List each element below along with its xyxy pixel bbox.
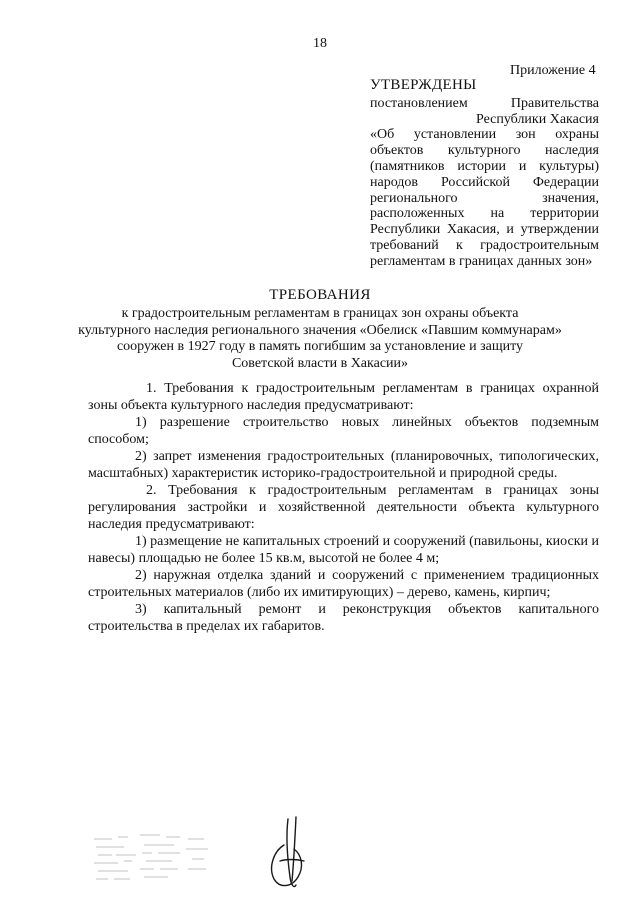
approval-line: Республики Хакасия, и утверждении <box>370 222 599 238</box>
document-title: ТРЕБОВАНИЯ <box>269 287 371 303</box>
subtitle-line: сооружен в 1927 году в память погибшим за установление и защиту <box>116 339 524 354</box>
approval-line: регламентам в границах данных зон» <box>370 253 593 269</box>
page-number: 18 <box>313 36 327 51</box>
approval-line: «Об установлении зон охраны <box>370 127 599 143</box>
approval-heading: УТВЕРЖДЕНЫ <box>370 77 477 93</box>
faded-stamp <box>88 825 228 895</box>
handwritten-signature <box>256 815 336 895</box>
appendix-label: Приложение 4 <box>510 63 596 78</box>
requirements-body <box>88 380 599 635</box>
approval-line: требований к градостроительным <box>370 237 599 253</box>
approval-line: регионального значения, <box>370 190 599 206</box>
approval-line: постановлением Правительства <box>370 95 599 111</box>
subtitle-line: к градостроительным регламентам в границах зон охраны объекта <box>121 306 519 321</box>
list-item: 1) разрешение строительство новых линейных объектов подземным способом; <box>88 415 599 447</box>
list-item: 2) запрет изменения градостроительных (планировочных, типологических, масштабных) характеристик историко-градостроительной и природной среды. <box>88 449 599 481</box>
section-paragraph: 2. Требования к градостроительным регламентам в границах зоны регулирования застройки и хозяйственной деятельности объекта культурного наследия предусматривают: <box>88 483 599 532</box>
section-paragraph: 1. Требования к градостроительным регламентам в границах охранной зоны объекта культурного наследия предусматривают: <box>88 381 599 413</box>
approval-line: расположенных на территории <box>370 206 599 222</box>
approval-line: Республики Хакасия <box>475 111 599 127</box>
list-item: 3) капитальный ремонт и реконструкция объектов капитального строительства в пределах их габаритов. <box>88 602 599 634</box>
document-subtitle <box>0 306 640 372</box>
approval-block <box>370 78 599 270</box>
approval-line: народов Российской Федерации <box>370 174 599 190</box>
approval-line: (памятников истории и культуры) <box>370 158 599 174</box>
signature-area <box>88 815 318 895</box>
approval-line: объектов культурного наследия <box>370 143 599 159</box>
list-item: 2) наружная отделка зданий и сооружений с применением традиционных строительных материалов (либо их имитирующих) – дерево, камень, кирпич; <box>88 568 599 600</box>
subtitle-line: Советской власти в Хакасии» <box>231 355 409 371</box>
subtitle-line: культурного наследия регионального значения «Обелиск «Павшим коммунарам» <box>78 322 562 338</box>
list-item: 1) размещение не капитальных строений и сооружений (павильоны, киоски и навесы) площадью не более 15 кв.м, высотой не более 4 м; <box>88 534 599 566</box>
